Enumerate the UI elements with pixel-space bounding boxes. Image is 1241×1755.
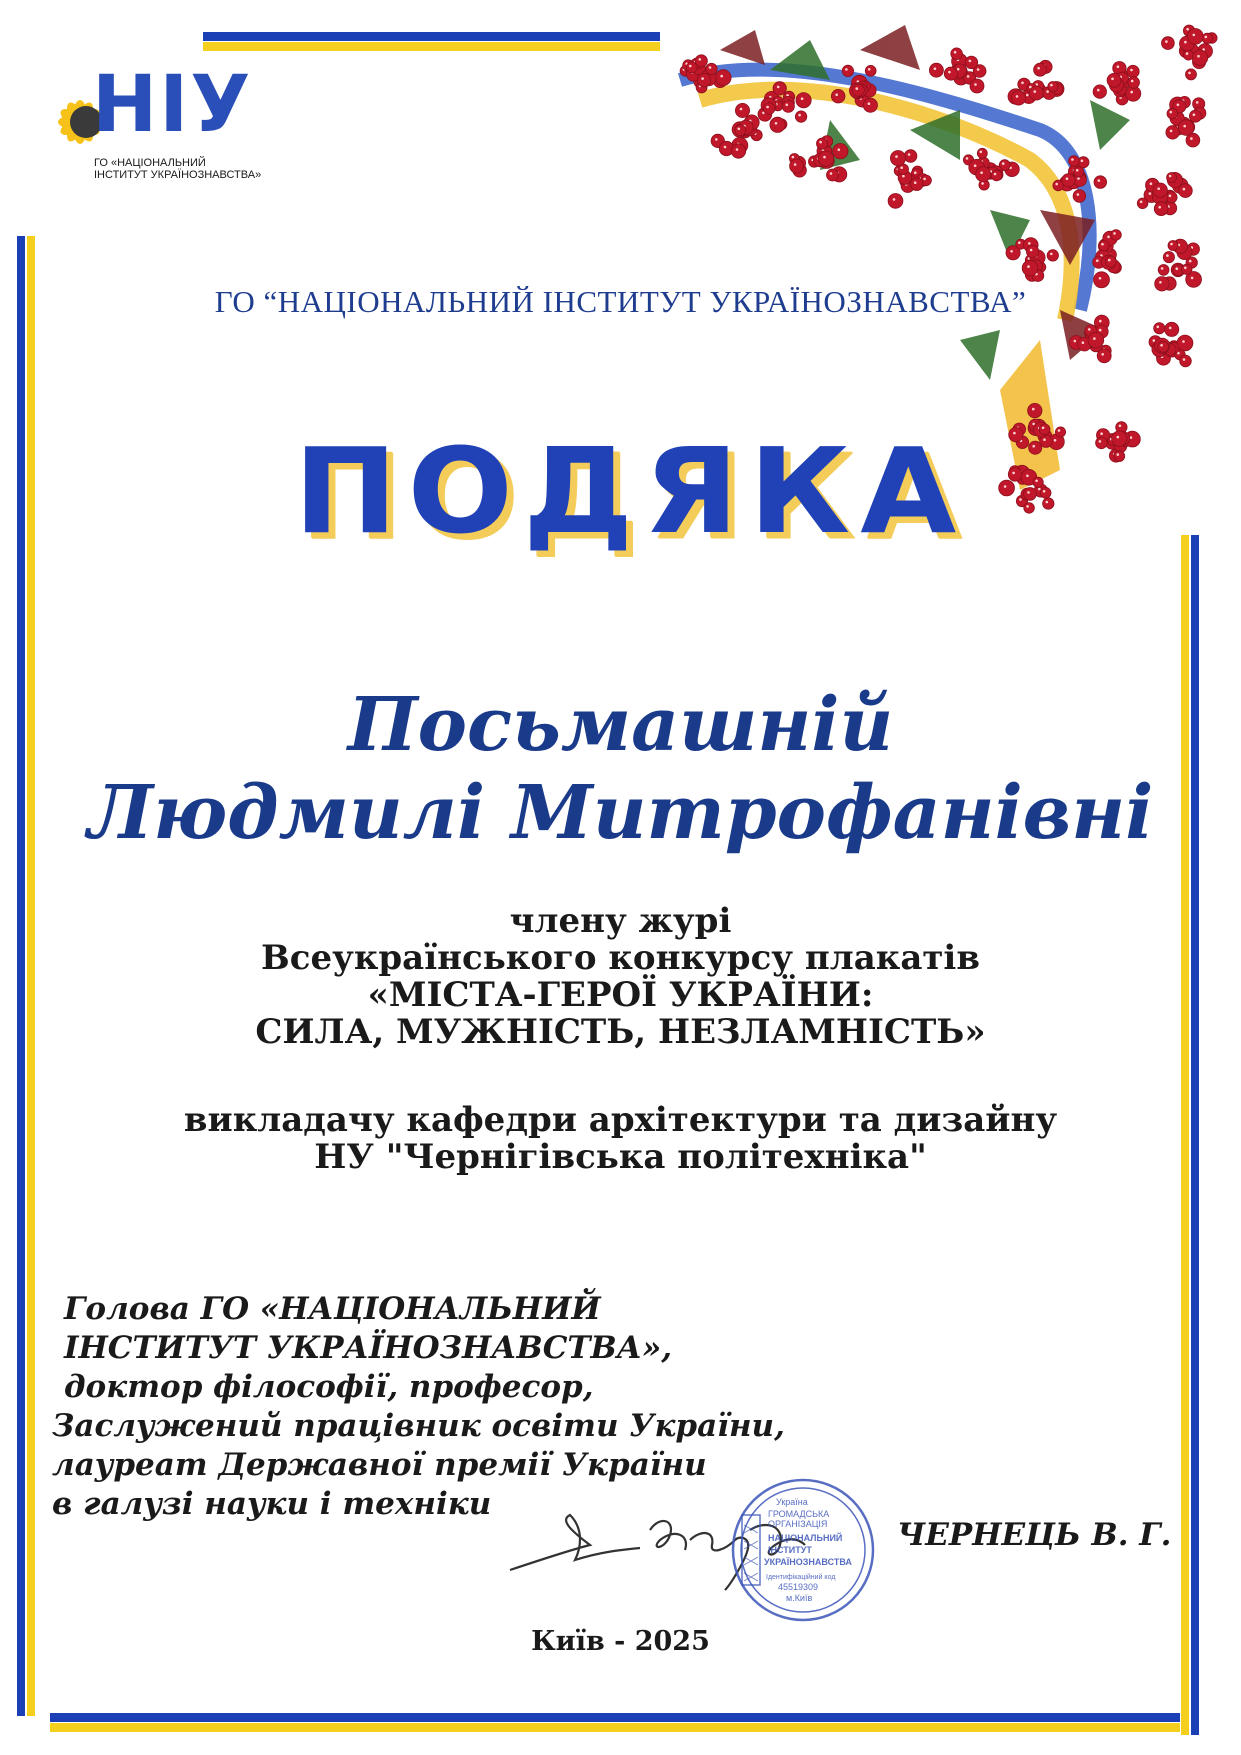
- berry-highlight: [1046, 90, 1049, 93]
- signatory-line: Голова ГО «НАЦІОНАЛЬНИЙ: [64, 1291, 601, 1327]
- berry: [1111, 230, 1122, 241]
- berry-highlight: [1157, 187, 1160, 190]
- berry-highlight: [1071, 158, 1074, 161]
- berry: [1114, 451, 1125, 462]
- berry-highlight: [715, 138, 718, 141]
- berry: [790, 159, 804, 173]
- role-line: СИЛА, МУЖНІСТЬ, НЕЗЛАМНІСТЬ»: [255, 1012, 986, 1052]
- berry-highlight: [689, 65, 692, 68]
- bottom-yellow-stripe: [50, 1723, 1180, 1732]
- berry-highlight: [934, 67, 937, 70]
- berry-highlight: [1058, 429, 1061, 432]
- berry-highlight: [720, 75, 723, 78]
- berry-highlight: [1131, 80, 1134, 83]
- berry-highlight: [1101, 243, 1104, 246]
- berry-highlight: [1196, 101, 1199, 104]
- berry-highlight: [1117, 436, 1120, 439]
- berry-highlight: [948, 71, 951, 74]
- berry-highlight: [1038, 488, 1041, 491]
- berry-highlight: [1170, 243, 1173, 246]
- berry-highlight: [1169, 327, 1172, 330]
- berry: [770, 117, 785, 132]
- berry: [1128, 77, 1140, 89]
- berry: [1179, 184, 1193, 198]
- berry: [1182, 264, 1192, 274]
- berry: [1202, 33, 1212, 43]
- berry: [715, 70, 731, 86]
- berry-highlight: [1097, 89, 1100, 92]
- berry: [1166, 126, 1179, 139]
- berry-highlight: [1074, 340, 1077, 343]
- berry: [1062, 174, 1075, 187]
- svg-text:ГРОМАДСЬКА: ГРОМАДСЬКА: [768, 1509, 830, 1519]
- berry-highlight: [1186, 28, 1189, 31]
- berry-highlight: [1018, 241, 1021, 244]
- berry-highlight: [736, 148, 739, 151]
- berry: [1177, 335, 1193, 351]
- berry-highlight: [830, 172, 833, 175]
- berry: [833, 144, 848, 159]
- svg-text:Україна: Україна: [776, 1497, 808, 1507]
- bottom-blue-stripe: [50, 1713, 1180, 1722]
- berry-highlight: [981, 182, 984, 185]
- berry: [1158, 341, 1169, 352]
- berry: [944, 67, 957, 80]
- berry-highlight: [1111, 78, 1114, 81]
- berry-highlight: [1099, 329, 1102, 332]
- berry-highlight: [1160, 344, 1163, 347]
- berry-highlight: [856, 87, 859, 90]
- signatory-line: ІНСТИТУТ УКРАЇНОЗНАВСТВА»,: [64, 1330, 673, 1366]
- berry-highlight: [1098, 179, 1101, 182]
- berry-highlight: [1027, 265, 1030, 268]
- berry: [796, 93, 811, 108]
- berry: [1093, 85, 1106, 98]
- berry: [1162, 37, 1175, 50]
- berry-highlight: [1176, 267, 1179, 270]
- berry: [1163, 252, 1174, 263]
- certificate-title: ПОДЯКА: [293, 423, 967, 561]
- berry: [1180, 355, 1192, 367]
- berry-highlight: [738, 128, 741, 131]
- berry-highlight: [914, 171, 917, 174]
- signatory-titles: [52, 1290, 785, 1524]
- svg-text:ОРГАНІЗАЦІЯ: ОРГАНІЗАЦІЯ: [768, 1519, 828, 1529]
- berry: [1107, 73, 1121, 87]
- berry: [1112, 431, 1127, 446]
- berry: [865, 65, 876, 76]
- berry: [1099, 241, 1109, 251]
- berry-highlight: [1183, 125, 1186, 128]
- berry-highlight: [900, 166, 903, 169]
- berry-highlight: [868, 68, 871, 71]
- role-line: Всеукраїнського конкурсу плакатів: [261, 938, 980, 978]
- berry: [1165, 322, 1179, 336]
- role-line: «МІСТА-ГЕРОЇ УКРАЇНИ:: [367, 975, 874, 1015]
- berry-highlight: [966, 157, 969, 160]
- berry: [1178, 120, 1194, 136]
- berry-highlight: [1189, 260, 1192, 263]
- berry-highlight: [1193, 34, 1196, 37]
- berry: [991, 170, 1002, 181]
- berry-highlight: [792, 156, 795, 159]
- berry-highlight: [980, 171, 983, 174]
- berry-highlight: [1028, 242, 1031, 245]
- berry-highlight: [1158, 206, 1161, 209]
- logo-caption: ГО «НАЦІОНАЛЬНИЙ ІНСТИТУТ УКРАЇНОЗНАВСТВА»: [94, 157, 262, 181]
- berry-highlight: [1096, 259, 1099, 262]
- berry-highlight: [838, 148, 841, 151]
- berry-highlight: [1055, 183, 1058, 186]
- berry-highlight: [1186, 52, 1189, 55]
- berry-highlight: [1010, 250, 1013, 253]
- role-line: члену журі: [509, 901, 732, 941]
- berry-highlight: [974, 164, 977, 167]
- berry-highlight: [1043, 438, 1046, 441]
- berry: [1011, 91, 1025, 105]
- berry-highlight: [1042, 427, 1045, 430]
- berry: [831, 89, 845, 103]
- berry-highlight: [766, 106, 769, 109]
- berry-highlight: [798, 114, 801, 117]
- berry-highlight: [1205, 36, 1208, 39]
- svg-text:м.Київ: м.Київ: [786, 1593, 813, 1603]
- berry-highlight: [1119, 425, 1122, 428]
- berry-highlight: [1117, 65, 1120, 68]
- berry-highlight: [914, 181, 917, 184]
- berry-highlight: [1190, 137, 1193, 140]
- berry-highlight: [1177, 104, 1180, 107]
- berry: [1047, 250, 1058, 261]
- berry-highlight: [1032, 445, 1035, 448]
- berry: [970, 79, 984, 93]
- berry-highlight: [1026, 94, 1029, 97]
- berry-highlight: [1117, 453, 1120, 456]
- berry-highlight: [1184, 267, 1187, 270]
- berry-highlight: [1054, 439, 1057, 442]
- berry: [1039, 424, 1050, 435]
- berry: [1153, 183, 1167, 197]
- berry: [1192, 50, 1207, 65]
- berry: [1137, 198, 1148, 209]
- berry: [763, 103, 775, 115]
- berry: [1029, 86, 1043, 100]
- berry-highlight: [1093, 337, 1096, 340]
- berry-highlight: [1191, 277, 1194, 280]
- berry: [773, 82, 786, 95]
- berry-highlight: [957, 68, 960, 71]
- berry: [1158, 265, 1169, 276]
- berry: [863, 98, 877, 112]
- berry: [1026, 245, 1038, 257]
- berry-highlight: [868, 102, 871, 105]
- berry-highlight: [1170, 111, 1173, 114]
- berry: [735, 125, 746, 136]
- berry-highlight: [699, 58, 702, 61]
- signatory-line: доктор філософії, професор,: [64, 1369, 594, 1405]
- recipient-role: [0, 903, 1241, 1051]
- recipient-surname: Посьмашній: [347, 682, 894, 768]
- berry: [1187, 29, 1203, 45]
- berry-highlight: [1193, 113, 1196, 116]
- berry-highlight: [1150, 182, 1153, 185]
- berry: [731, 144, 745, 158]
- signatory-line: в галузі науки і техніки: [52, 1486, 492, 1522]
- berry-highlight: [1099, 277, 1102, 280]
- berry-highlight: [740, 108, 743, 111]
- berry-highlight: [967, 75, 970, 78]
- berry: [929, 63, 943, 77]
- berry-highlight: [1140, 201, 1143, 204]
- logo-abbreviation: НІУ: [92, 60, 253, 150]
- berry-highlight: [1130, 91, 1133, 94]
- berry-highlight: [709, 66, 712, 69]
- berry: [818, 151, 833, 166]
- berry: [1186, 69, 1197, 80]
- stamp-seal-icon: [728, 1475, 878, 1625]
- berry: [888, 194, 903, 209]
- official-stamp: [728, 1475, 878, 1625]
- berry: [1096, 437, 1108, 449]
- berry: [977, 148, 987, 158]
- berry: [1127, 65, 1139, 77]
- berry-highlight: [1050, 253, 1053, 256]
- berry-highlight: [1153, 339, 1156, 342]
- berry-highlight: [1030, 249, 1033, 252]
- berry-highlight: [1043, 490, 1046, 493]
- berry-highlight: [1108, 259, 1111, 262]
- berry-highlight: [1170, 130, 1173, 133]
- berry-highlight: [786, 104, 789, 107]
- berry-highlight: [1037, 67, 1040, 70]
- berry: [1168, 241, 1178, 251]
- berry: [1088, 332, 1104, 348]
- berry-highlight: [1035, 480, 1038, 483]
- berry-highlight: [1165, 40, 1168, 43]
- berry: [852, 84, 864, 96]
- berry-highlight: [980, 151, 983, 154]
- signatory-line: лауреат Державної премії України: [52, 1447, 707, 1483]
- berry-highlight: [1050, 84, 1053, 87]
- berry: [1028, 403, 1042, 417]
- svg-text:УКРАЇНОЗНАВСТВА: УКРАЇНОЗНАВСТВА: [764, 1557, 852, 1567]
- berry: [1055, 427, 1065, 437]
- berry-highlight: [1183, 188, 1186, 191]
- berry-highlight: [923, 178, 926, 181]
- berry: [1154, 202, 1168, 216]
- berry: [817, 138, 828, 149]
- berry: [1048, 82, 1058, 92]
- berry: [1022, 260, 1038, 276]
- berry-highlight: [1169, 175, 1172, 178]
- berry-highlight: [1161, 267, 1164, 270]
- berry-highlight: [969, 60, 972, 63]
- berry: [976, 167, 991, 182]
- position-line: викладачу кафедри архітектури та дизайну: [183, 1100, 1058, 1140]
- berry-highlight: [1021, 82, 1024, 85]
- svg-text:НАЦІОНАЛЬНИЙ: НАЦІОНАЛЬНИЙ: [768, 1533, 843, 1543]
- berry-highlight: [1182, 340, 1185, 343]
- berry-highlight: [819, 141, 822, 144]
- berry-highlight: [895, 155, 898, 158]
- berry-highlight: [794, 163, 797, 166]
- berry: [1069, 156, 1080, 167]
- city-year: Київ - 2025: [531, 1626, 710, 1657]
- berry: [1154, 323, 1165, 334]
- berry: [965, 56, 978, 69]
- berry-highlight: [1081, 160, 1084, 163]
- berry-highlight: [1100, 432, 1103, 435]
- berry-highlight: [1016, 95, 1019, 98]
- berry: [697, 73, 710, 86]
- berry: [1073, 190, 1086, 203]
- berry-highlight: [1101, 353, 1104, 356]
- berry: [1105, 256, 1116, 267]
- berry-highlight: [977, 68, 980, 71]
- berry: [1078, 157, 1089, 168]
- berry-highlight: [1034, 90, 1037, 93]
- berry: [695, 55, 707, 67]
- berry: [795, 111, 806, 122]
- berry-highlight: [1077, 193, 1080, 196]
- berry-highlight: [1066, 177, 1069, 180]
- berry-highlight: [1088, 328, 1091, 331]
- signatory-name: ЧЕРНЕЦЬ В. Г.: [897, 1517, 1172, 1553]
- berry-highlight: [1157, 326, 1160, 329]
- berry-highlight: [1077, 177, 1080, 180]
- berry: [1040, 487, 1051, 498]
- berry: [706, 63, 717, 74]
- svg-text:Ідентифікаційний код: Ідентифікаційний код: [766, 1574, 836, 1581]
- berry-highlight: [1082, 341, 1085, 344]
- berry: [1074, 167, 1084, 177]
- berry-highlight: [835, 93, 838, 96]
- berry: [1167, 173, 1177, 183]
- berry-highlight: [1076, 169, 1079, 172]
- berry: [1167, 108, 1178, 119]
- berry: [890, 151, 905, 166]
- berry-highlight: [701, 77, 704, 80]
- top-blue-stripe: [203, 32, 660, 41]
- berry-highlight: [893, 198, 896, 201]
- berry-highlight: [1099, 440, 1102, 443]
- organization-header: ГО “НАЦІОНАЛЬНИЙ ІНСТИТУТ УКРАЇНОЗНАВСТВА”: [214, 284, 1027, 319]
- berry: [735, 103, 749, 117]
- berry-highlight: [1188, 72, 1191, 75]
- svg-text:45519309: 45519309: [778, 1582, 819, 1592]
- berry-highlight: [1002, 162, 1005, 165]
- berry-highlight: [1113, 232, 1116, 235]
- berry-highlight: [908, 153, 911, 156]
- berry: [910, 178, 923, 191]
- berry-highlight: [954, 51, 957, 54]
- berry-highlight: [1032, 408, 1035, 411]
- berry-highlight: [823, 156, 826, 159]
- berry-highlight: [1130, 69, 1133, 72]
- top-yellow-stripe: [203, 42, 660, 51]
- berry-highlight: [777, 86, 780, 89]
- recipient-given-names: Людмилі Митрофанівні: [87, 770, 1154, 856]
- berry-highlight: [1183, 358, 1186, 361]
- berry-highlight: [1046, 501, 1049, 504]
- berry-highlight: [1166, 254, 1169, 257]
- berry-highlight: [1149, 192, 1152, 195]
- recipient-position: [0, 1102, 1241, 1176]
- berry: [1033, 477, 1043, 487]
- berry: [951, 48, 963, 60]
- berry: [827, 169, 839, 181]
- berry-highlight: [775, 122, 778, 125]
- berry-highlight: [1099, 320, 1102, 323]
- berry: [1034, 63, 1047, 76]
- berry: [1094, 176, 1107, 189]
- berry-highlight: [724, 146, 727, 149]
- berry-highlight: [902, 175, 905, 178]
- berry: [782, 100, 794, 112]
- position-line: НУ "Чернігівська політехніка": [314, 1137, 927, 1177]
- berry-highlight: [801, 97, 804, 100]
- berry-highlight: [994, 173, 997, 176]
- berry-highlight: [1169, 195, 1172, 198]
- berry-highlight: [1197, 55, 1200, 58]
- berry-highlight: [1184, 41, 1187, 44]
- svg-text:ІНСТИТУТ: ІНСТИТУТ: [768, 1545, 812, 1555]
- berry-highlight: [974, 83, 977, 86]
- berry: [904, 150, 917, 163]
- signatory-line: Заслужений працівник освіти України,: [52, 1408, 785, 1444]
- berry: [1043, 498, 1054, 509]
- berry-highlight: [1107, 236, 1110, 239]
- berry-highlight: [845, 68, 848, 71]
- berry: [842, 65, 853, 76]
